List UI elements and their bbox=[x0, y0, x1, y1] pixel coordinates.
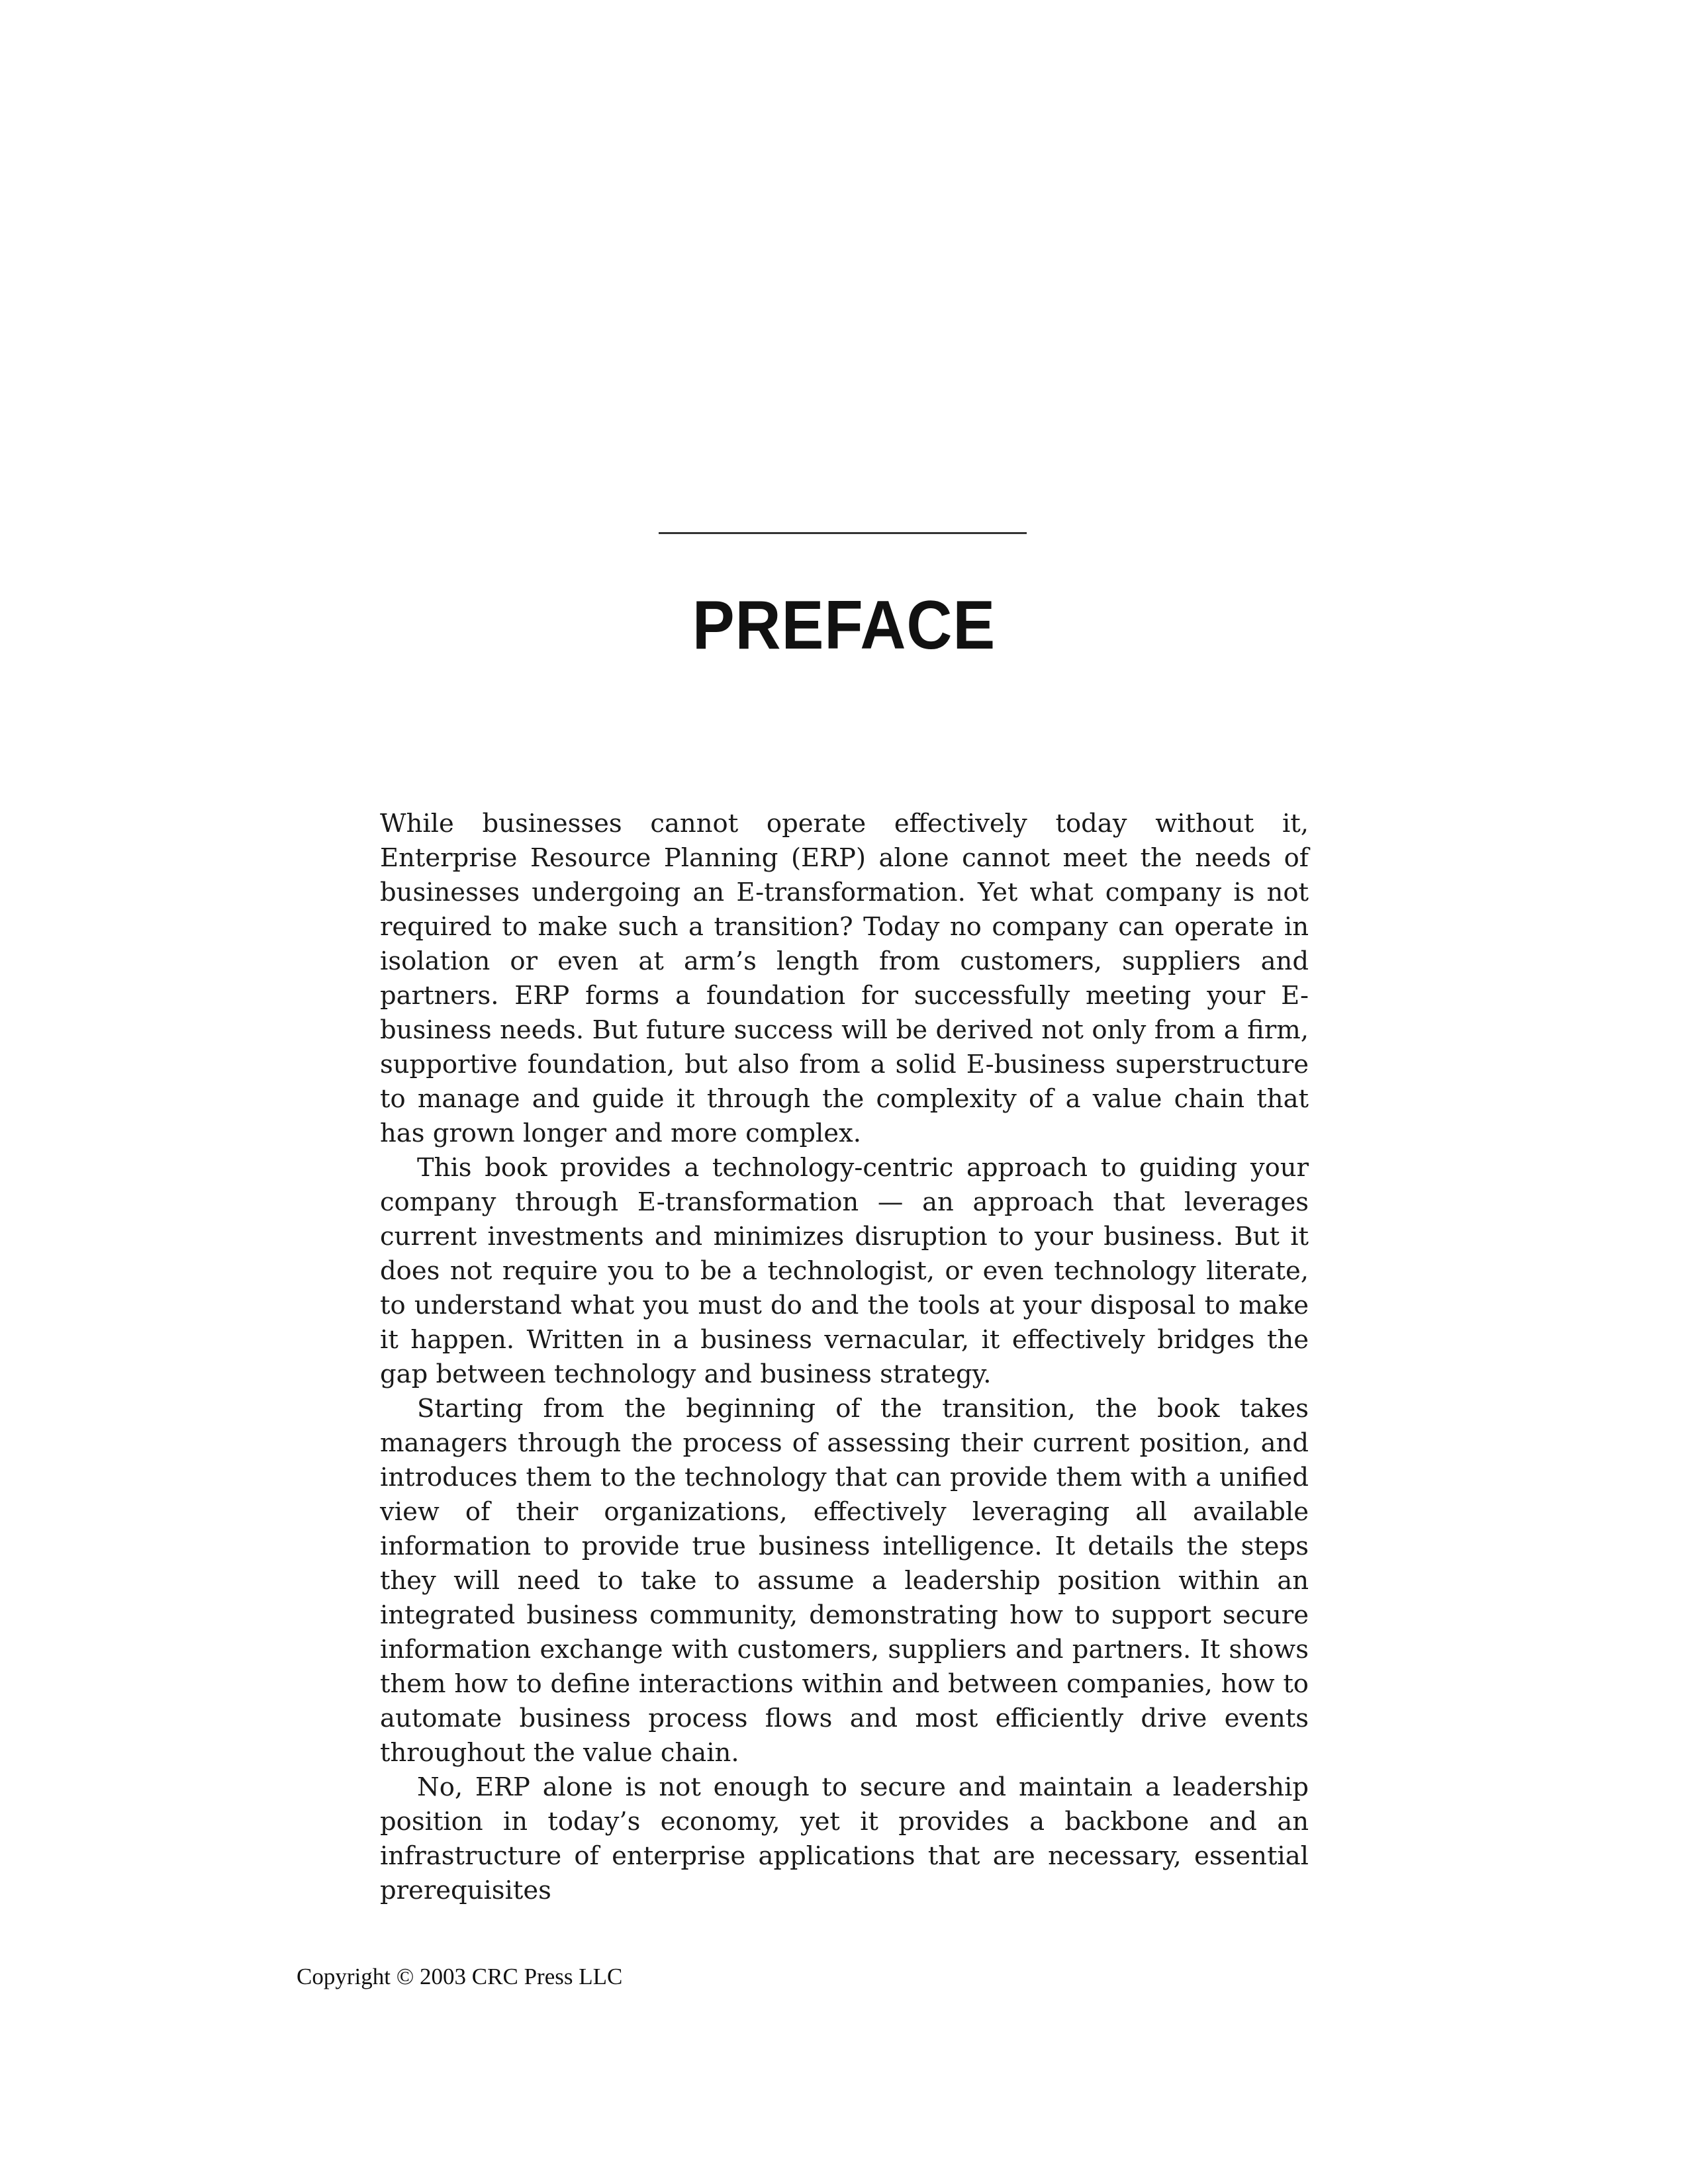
copyright-notice: Copyright © 2003 CRC Press LLC bbox=[297, 1964, 623, 1989]
page-title: PREFACE bbox=[692, 587, 996, 664]
paragraph-3: Starting from the beginning of the transition, the book takes managers through the process of assessing their current position, and introduces them to the technology that can provide them with a unified view of their organizations, effectively leveraging all available information to provide true business intelligence. It details the steps they will need to take to assume a leadership position within an integrated business community, demonstrating how to support secure information exchange with customers, suppliers and partners. It shows them how to define interactions within and between companies, how to automate business process flows and most efficiently drive events throughout the value chain. bbox=[380, 1394, 1309, 1768]
title-rule bbox=[659, 532, 1027, 534]
preface-body bbox=[380, 807, 1309, 1908]
paragraph-2: This book provides a technology-centric approach to guiding your company through E-transformation — an approach that leverages current investments and minimizes disruption to your business. But it does not require you to be a technologist, or even technology literate, to understand what you must do and the tools at your disposal to make it happen. Written in a business vernacular, it effectively bridges the gap between technology and business strategy. bbox=[380, 1153, 1309, 1389]
paragraph-4: No, ERP alone is not enough to secure and maintain a leadership position in today’s economy, yet it provides a backbone and an infrastructure of enterprise applications that are necessary, essential prerequisites bbox=[380, 1772, 1309, 1905]
paragraph-1: While businesses cannot operate effectively today without it, Enterprise Resource Planning (ERP) alone cannot meet the needs of businesses undergoing an E-transformation. Yet what company is not required to make such a transition? Today no company can operate in isolation or even at arm’s length from customers, suppliers and partners. ERP forms a foundation for successfully meeting your E-business needs. But future success will be derived not only from a firm, supportive foundation, but also from a solid E-business superstructure to manage and guide it through the complexity of a value chain that has grown longer and more complex. bbox=[380, 809, 1309, 1148]
